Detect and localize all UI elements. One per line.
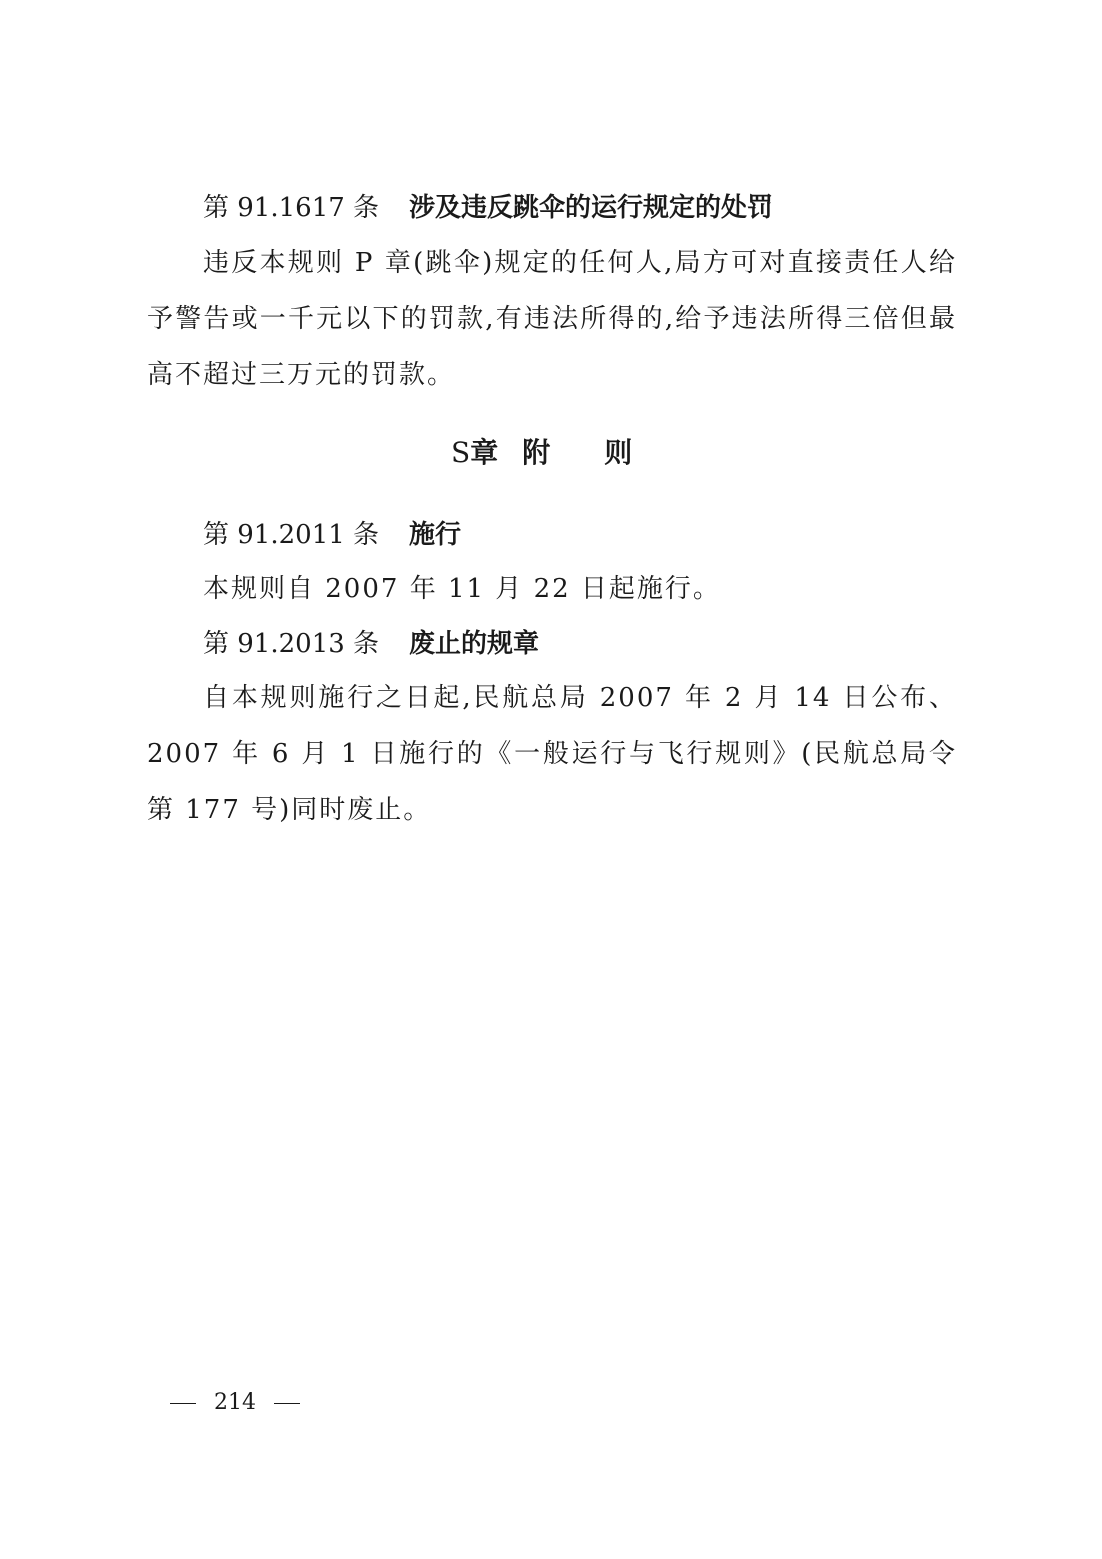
chapter-name-part2: 则 (604, 436, 633, 469)
page-footer (170, 1388, 300, 1418)
article-2011-title: 施行 (409, 520, 462, 550)
article-2011-heading (203, 518, 461, 552)
article-2011-number: 第 91.2011 条 (203, 520, 380, 550)
article-2013-heading (203, 627, 539, 661)
article-1617-number: 第 91.1617 条 (203, 193, 380, 223)
article-2013-number: 第 91.2013 条 (203, 629, 380, 659)
article-1617-title: 涉及违反跳伞的运行规定的处罚 (409, 193, 774, 223)
article-2013-title: 废止的规章 (409, 629, 540, 659)
chapter-name-part1: 附 (522, 436, 551, 469)
page-number: 214 (214, 1390, 256, 1415)
article-2013-body: 自本规则施行之日起,民航总局 2007 年 2 月 14 日公布、2007 年 6 月 1 日施行的《一般运行与飞行规则》(民航总局令第 177 号)同时废止。 (147, 683, 957, 825)
article-1617-heading (203, 191, 773, 225)
chapter-letter: S (451, 436, 471, 469)
footer-dash-right (274, 1403, 300, 1404)
chapter-word: 章 (470, 436, 499, 469)
footer-dash-left (170, 1403, 196, 1404)
article-2011-body: 本规则自 2007 年 11 月 22 日起施行。 (203, 574, 721, 604)
chapter-s-title (451, 436, 632, 470)
article-1617-body: 违反本规则 P 章(跳伞)规定的任何人,局方可对直接责任人给予警告或一千元以下的罚款,有违法所得的,给予违法所得三倍但最高不超过三万元的罚款。 (147, 248, 957, 390)
